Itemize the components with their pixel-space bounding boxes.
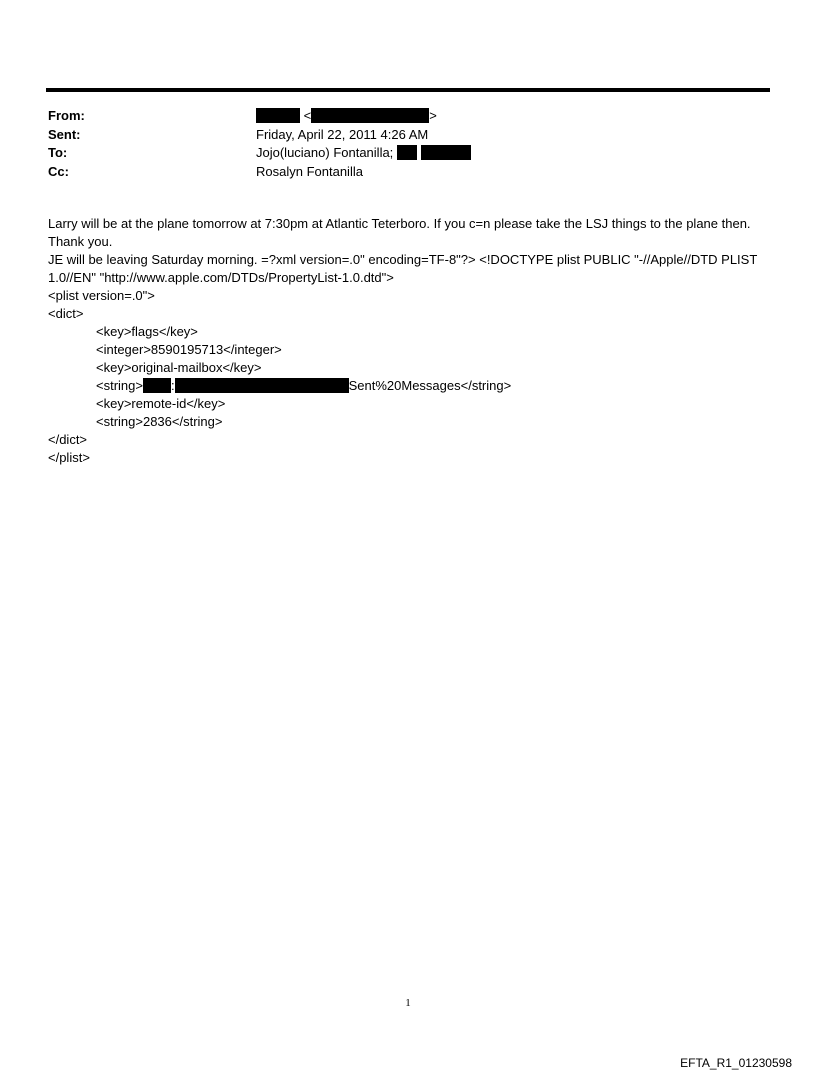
redaction-block xyxy=(397,145,417,160)
string-open: <string> xyxy=(96,378,143,393)
sent-value: Friday, April 22, 2011 4:26 AM xyxy=(256,126,429,142)
string-mailbox xyxy=(48,377,768,395)
redaction-block xyxy=(311,108,429,123)
to-recipient: Jojo(luciano) Fontanilla; xyxy=(256,145,394,160)
key-original-mailbox: <key>original-mailbox</key> xyxy=(96,360,262,375)
dict-open: <dict> xyxy=(48,306,84,321)
to-value xyxy=(256,144,471,163)
key-remote-id: <key>remote-id</key> xyxy=(96,396,226,411)
bates-number: EFTA_R1_01230598 xyxy=(680,1056,792,1070)
header-rule xyxy=(46,88,770,92)
string-colon: : xyxy=(170,378,175,393)
from-label: From: xyxy=(48,108,85,123)
dict-close: </dict> xyxy=(48,432,88,447)
key-flags: <key>flags</key> xyxy=(96,324,198,339)
redaction-block xyxy=(175,378,349,393)
redaction-block xyxy=(421,145,471,160)
cc-label: Cc: xyxy=(48,163,69,179)
plist-close: </plist> xyxy=(48,450,90,465)
page-number: 1 xyxy=(405,997,411,1009)
integer-flags: <integer>8590195713</integer> xyxy=(96,342,282,357)
string-remote-id: <string>2836</string> xyxy=(96,414,223,429)
from-value xyxy=(256,107,437,126)
redaction-block xyxy=(143,378,171,393)
sent-label: Sent: xyxy=(48,126,81,142)
cc-value: Rosalyn Fontanilla xyxy=(256,163,363,179)
to-label: To: xyxy=(48,145,68,160)
body-paragraph-1: Larry will be at the plane tomorrow at 7:30pm at Atlantic Teterboro. If you c=n please take the LSJ things to the plane then. Thank you. xyxy=(48,216,751,249)
redaction-block xyxy=(256,108,300,123)
from-gt: > xyxy=(429,108,437,123)
string-tail: Sent%20Messages</string> xyxy=(348,378,512,393)
plist-open: <plist version=.0"> xyxy=(48,288,155,303)
body-paragraph-2: JE will be leaving Saturday morning. =?xml version=.0" encoding=TF-8"?> <!DOCTYPE plist PUBLIC "-//Apple//DTD PLIST 1.0//EN" "http://www.apple.com/DTDs/PropertyList-1.0.dtd"> xyxy=(48,252,758,285)
email-body xyxy=(48,215,768,467)
from-lt: < xyxy=(303,108,312,123)
